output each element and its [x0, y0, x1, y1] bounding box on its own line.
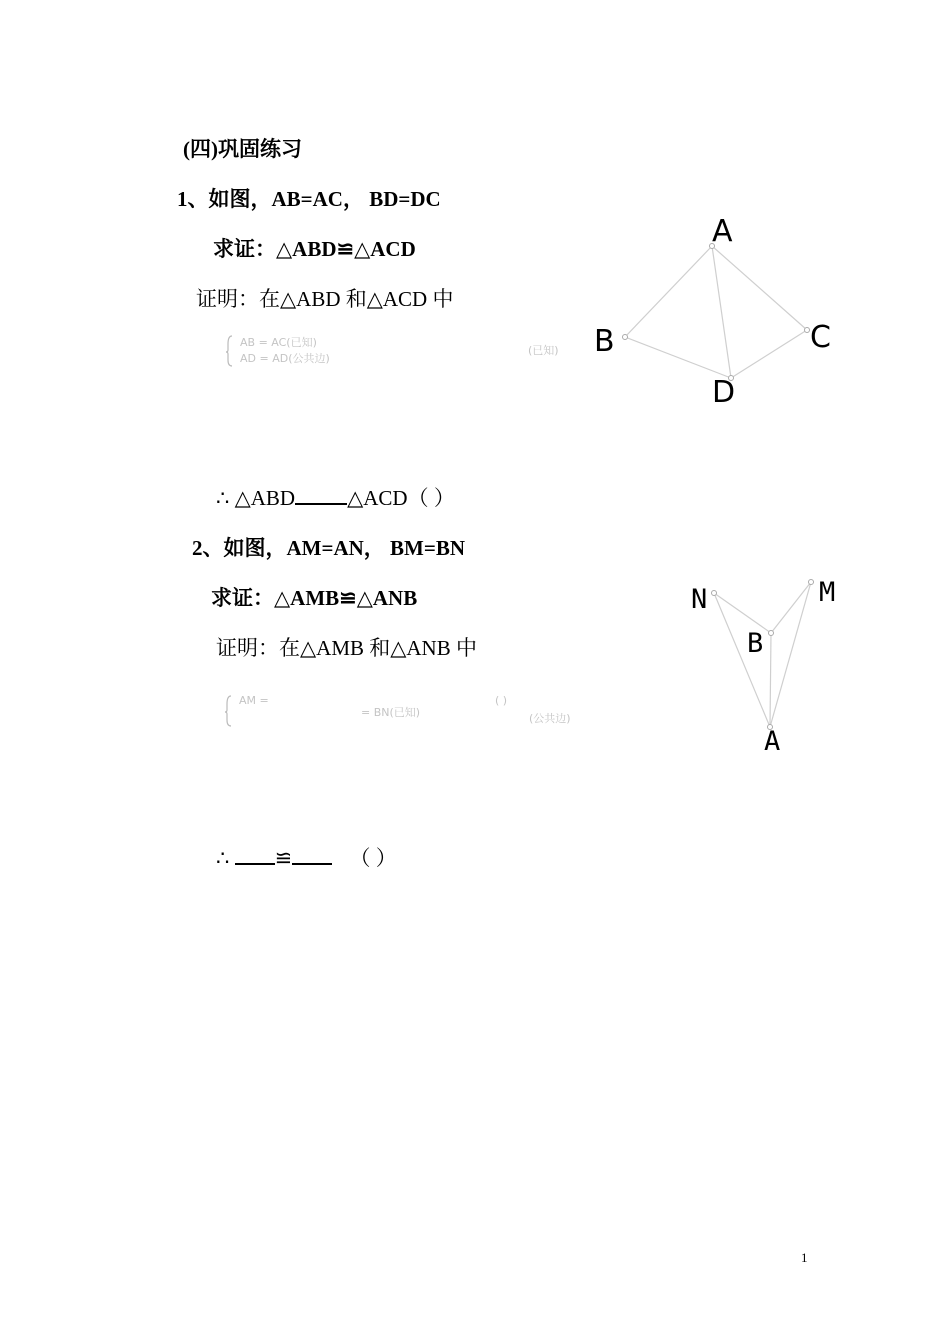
problem1-prove: 求证：△ABD≌△ACD — [213, 237, 416, 261]
section-title: (四)巩固练习 — [183, 137, 302, 161]
brace-icon — [226, 336, 232, 366]
problem2-brace-system — [225, 692, 645, 732]
problem2-brace-line2: = BN(已知) — [361, 706, 421, 719]
point-label-M: M — [819, 577, 836, 608]
problem2-brace-line1-left: AM = — [239, 694, 269, 707]
problem2-prove: 求证：△AMB≌△ANB — [211, 586, 418, 610]
answer-blank[interactable] — [292, 863, 332, 865]
problem1-brace-line2: AD = AD(公共边) — [240, 352, 330, 365]
problem2-brace-line3: (公共边) — [529, 712, 571, 725]
problem2-figure — [680, 570, 860, 760]
problem1-brace-note: (已知) — [528, 344, 559, 357]
problem2-conclusion-symbol: ≌ — [274, 846, 293, 870]
problem2-conclusion-prefix: ∴ — [216, 846, 230, 870]
answer-blank[interactable] — [295, 503, 347, 505]
problem1-conclusion-left: ∴ △ABD — [216, 486, 296, 510]
problem2-conclusion — [216, 848, 397, 869]
brace-icon — [225, 696, 231, 726]
problem1-brace-system — [226, 332, 606, 372]
problem1-brace-line1: AB = AC(已知) — [240, 336, 317, 349]
problem1-conclusion-right: △ACD（ ） — [347, 486, 455, 510]
problem1-conclusion — [216, 488, 455, 509]
point-label-A: A — [764, 726, 781, 757]
problem1-proof-intro: 证明：在△ABD 和△ACD 中 — [196, 287, 454, 311]
point-label-C: C — [810, 320, 831, 355]
problem2-brace-line1-right: ( ) — [495, 694, 508, 707]
point-label-B: B — [747, 628, 764, 659]
page-number: 1 — [801, 1250, 808, 1265]
answer-blank[interactable] — [235, 863, 275, 865]
problem2-given: 2、如图，AM=AN， BM=BN — [192, 536, 465, 560]
point-label-N: N — [691, 584, 708, 615]
problem1-given: 1、如图，AB=AC， BD=DC — [177, 187, 441, 211]
point-label-D: D — [712, 375, 736, 410]
point-label-A: A — [712, 214, 733, 249]
problem2-conclusion-paren: （ ） — [349, 846, 397, 870]
problem2-proof-intro: 证明：在△AMB 和△ANB 中 — [216, 636, 477, 660]
problem1-figure — [585, 210, 845, 410]
point-label-B: B — [594, 324, 615, 359]
